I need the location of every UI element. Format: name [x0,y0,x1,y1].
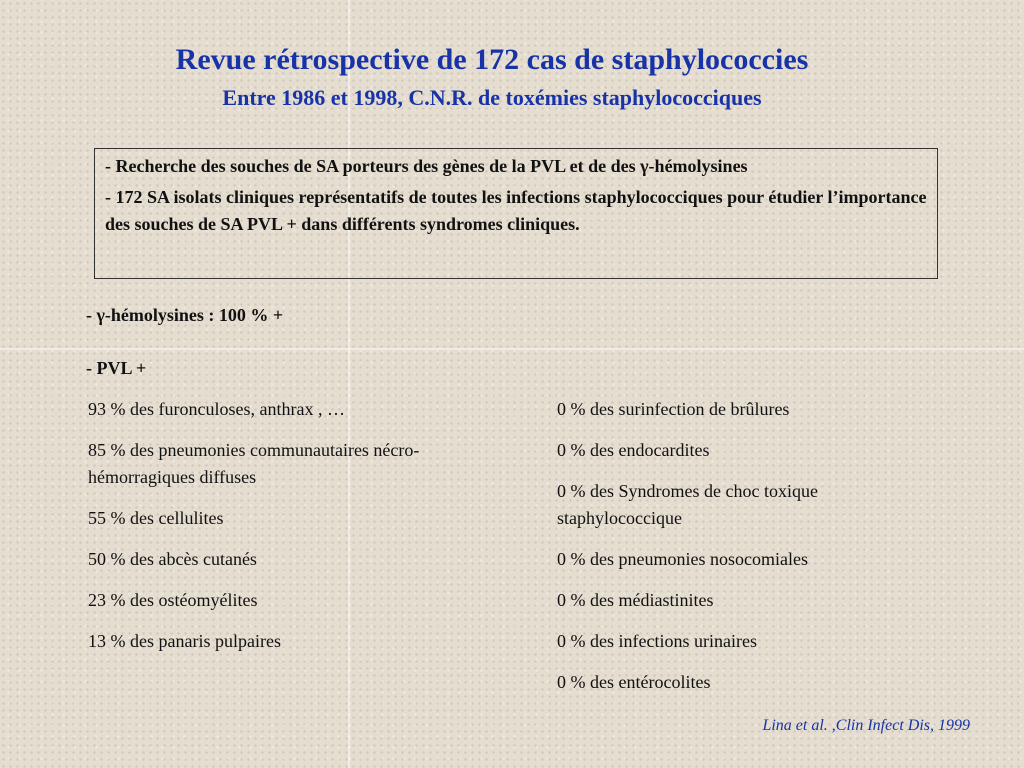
slide-title: Revue rétrospective de 172 cas de staphylococcies [175,43,809,76]
pvl-heading: - PVL + [86,358,147,378]
list-item: 13 % des panaris pulpaires [88,631,281,651]
info-box [94,148,938,279]
list-item: 55 % des cellulites [88,508,224,528]
list-item: 0 % des infections urinaires [557,631,757,651]
list-item: 85 % des pneumonies communautaires nécro-hémorragiques diffuses [88,440,420,487]
negative-syndromes-list [557,396,917,710]
info-line-search: - Recherche des souches de SA porteurs des gènes de la PVL et de des γ-hémolysines [105,156,748,176]
list-item: 23 % des ostéomyélites [88,590,258,610]
list-item: 0 % des Syndromes de choc toxique staphylococcique [557,481,818,528]
list-item: 50 % des abcès cutanés [88,549,257,569]
citation: Lina et al. ,Clin Infect Dis, 1999 [762,717,970,734]
list-item: 0 % des médiastinites [557,590,714,610]
positive-syndromes-list [88,396,524,669]
list-item: 0 % des pneumonies nosocomiales [557,549,808,569]
info-line-isolates: - 172 SA isolats cliniques représentatifs de toutes les infections staphylococciques pour étudier l’importance des souches de SA PVL + dans différents syndromes cliniques. [105,187,927,234]
list-item: 0 % des entérocolites [557,672,711,692]
list-item: 0 % des endocardites [557,440,710,460]
gamma-hemolysin-line: - γ-hémolysines : 100 % + [86,305,284,325]
slide-subtitle: Entre 1986 et 1998, C.N.R. de toxémies staphylococciques [222,85,762,110]
list-item: 93 % des furonculoses, anthrax , … [88,399,345,419]
list-item: 0 % des surinfection de brûlures [557,399,790,419]
